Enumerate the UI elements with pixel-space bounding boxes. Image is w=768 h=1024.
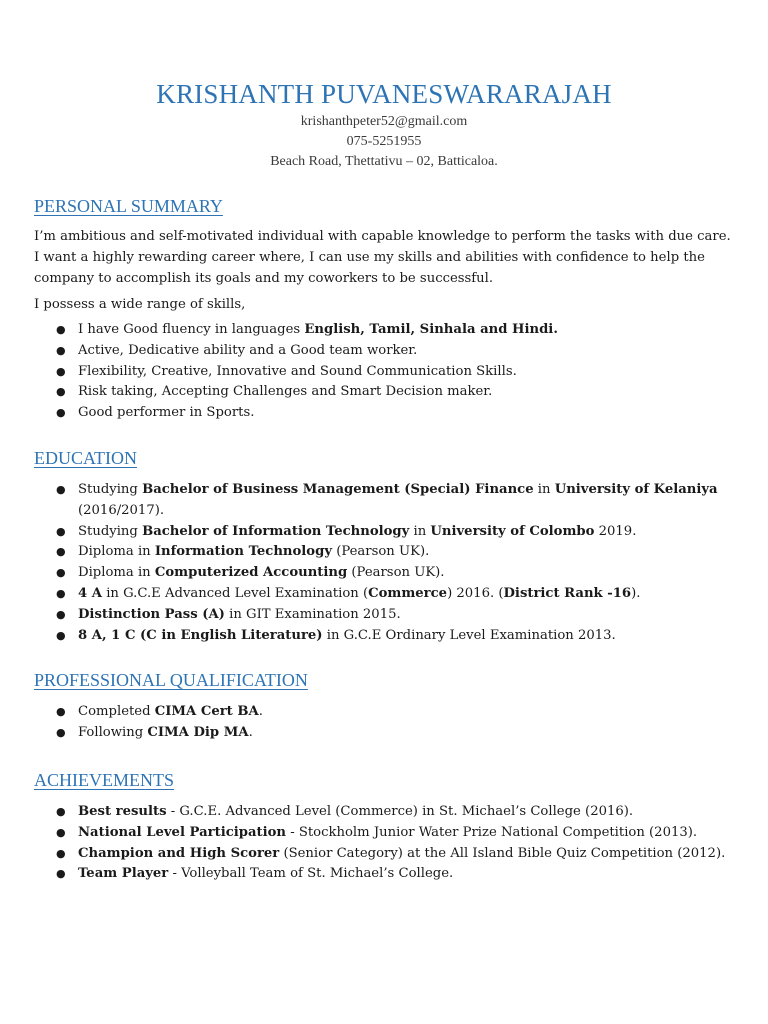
bullet-icon: ● [56, 323, 66, 336]
list-item: ● Diploma in Computerized Accounting (Pearson UK). [56, 563, 734, 584]
bullet-icon: ● [56, 385, 66, 399]
achievements-heading: ACHIEVEMENTS [34, 769, 174, 790]
list-item: ● Studying Bachelor of Business Management (Special) Finance in University of Kelaniya (2016/2017). [56, 481, 718, 518]
bullet-icon: ● [56, 726, 66, 740]
list-item: ● Completed CIMA Cert BA. [56, 702, 734, 723]
personal-summary-heading: PERSONAL SUMMARY [34, 196, 223, 216]
phone-line: 075-5251955 [346, 134, 422, 149]
list-item: ● Team Player - Volleyball Team of St. Michael’s College. [56, 864, 734, 885]
bullet-icon: ● [56, 586, 66, 600]
list-item: ● Champion and High Scorer (Senior Category) at the All Island Bible Quiz Competition (2012). [56, 844, 734, 865]
bullet-icon: ● [56, 628, 66, 642]
bullet-icon: ● [56, 804, 66, 818]
list-item: ● Distinction Pass (A) in GIT Examination 2015. [56, 605, 734, 626]
list-item: ● 8 A, 1 C (C in English Literature) in G.C.E Ordinary Level Examination 2013. [56, 626, 734, 647]
bullet-icon: ● [56, 867, 66, 881]
list-item: ● Active, Dedicative ability and a Good team worker. [56, 341, 734, 362]
skills-intro: I possess a wide range of skills, [34, 297, 246, 312]
list-item: ● Flexibility, Creative, Innovative and Sound Communication Skills. [56, 362, 734, 383]
list-item: ● Diploma in Information Technology (Pearson UK). [56, 542, 734, 563]
skills-list [34, 320, 734, 424]
list-item: ● 4 A in G.C.E Advanced Level Examination (Commerce) 2016. (District Rank -16). [56, 584, 734, 605]
list-item: ● Risk taking, Accepting Challenges and Smart Decision maker. [56, 382, 734, 403]
bullet-icon: ● [56, 343, 66, 357]
qualification-list [34, 702, 734, 744]
email-line: krishanthpeter52@gmail.com [300, 114, 468, 129]
list-item: ● Good performer in Sports. [56, 403, 734, 424]
education-heading: EDUCATION [34, 447, 137, 468]
resume-page [34, 72, 734, 885]
bullet-icon: ● [56, 482, 66, 496]
bullet-icon: ● [56, 566, 66, 580]
list-item: ● Best results - G.C.E. Advanced Level (Commerce) in St. Michael’s College (2016). [56, 802, 734, 823]
list-item: ● I have Good fluency in languages English, Tamil, Sinhala and Hindi. [56, 320, 734, 341]
professional-qualification-heading: PROFESSIONAL QUALIFICATION [34, 670, 308, 691]
summary-paragraph: I’m ambitious and self-motivated individual with capable knowledge to perform the tasks with due care. I want a highly rewarding career where, I can use my skills and abilities with confidence to help the company to accomplish its goals and my coworkers to be successful. [34, 229, 731, 286]
achievements-list [34, 802, 734, 885]
candidate-name: KRISHANTH PUVANESWARARAJAH [156, 79, 612, 109]
bullet-icon: ● [56, 545, 66, 559]
education-list [34, 480, 734, 646]
bullet-icon: ● [56, 705, 66, 719]
bullet-icon: ● [56, 364, 66, 378]
bullet-icon: ● [56, 607, 66, 621]
list-item: ● Studying Bachelor of Information Technology in University of Colombo 2019. [56, 522, 734, 543]
bullet-icon: ● [56, 524, 66, 538]
bullet-icon: ● [56, 825, 66, 839]
address-line: Beach Road, Thettativu – 02, Batticaloa. [270, 154, 498, 169]
list-item: ● Following CIMA Dip MA. [56, 723, 734, 744]
bullet-icon: ● [56, 846, 66, 860]
list-item: ● National Level Participation - Stockholm Junior Water Prize National Competition (2013). [56, 823, 734, 844]
bullet-icon: ● [56, 406, 66, 420]
